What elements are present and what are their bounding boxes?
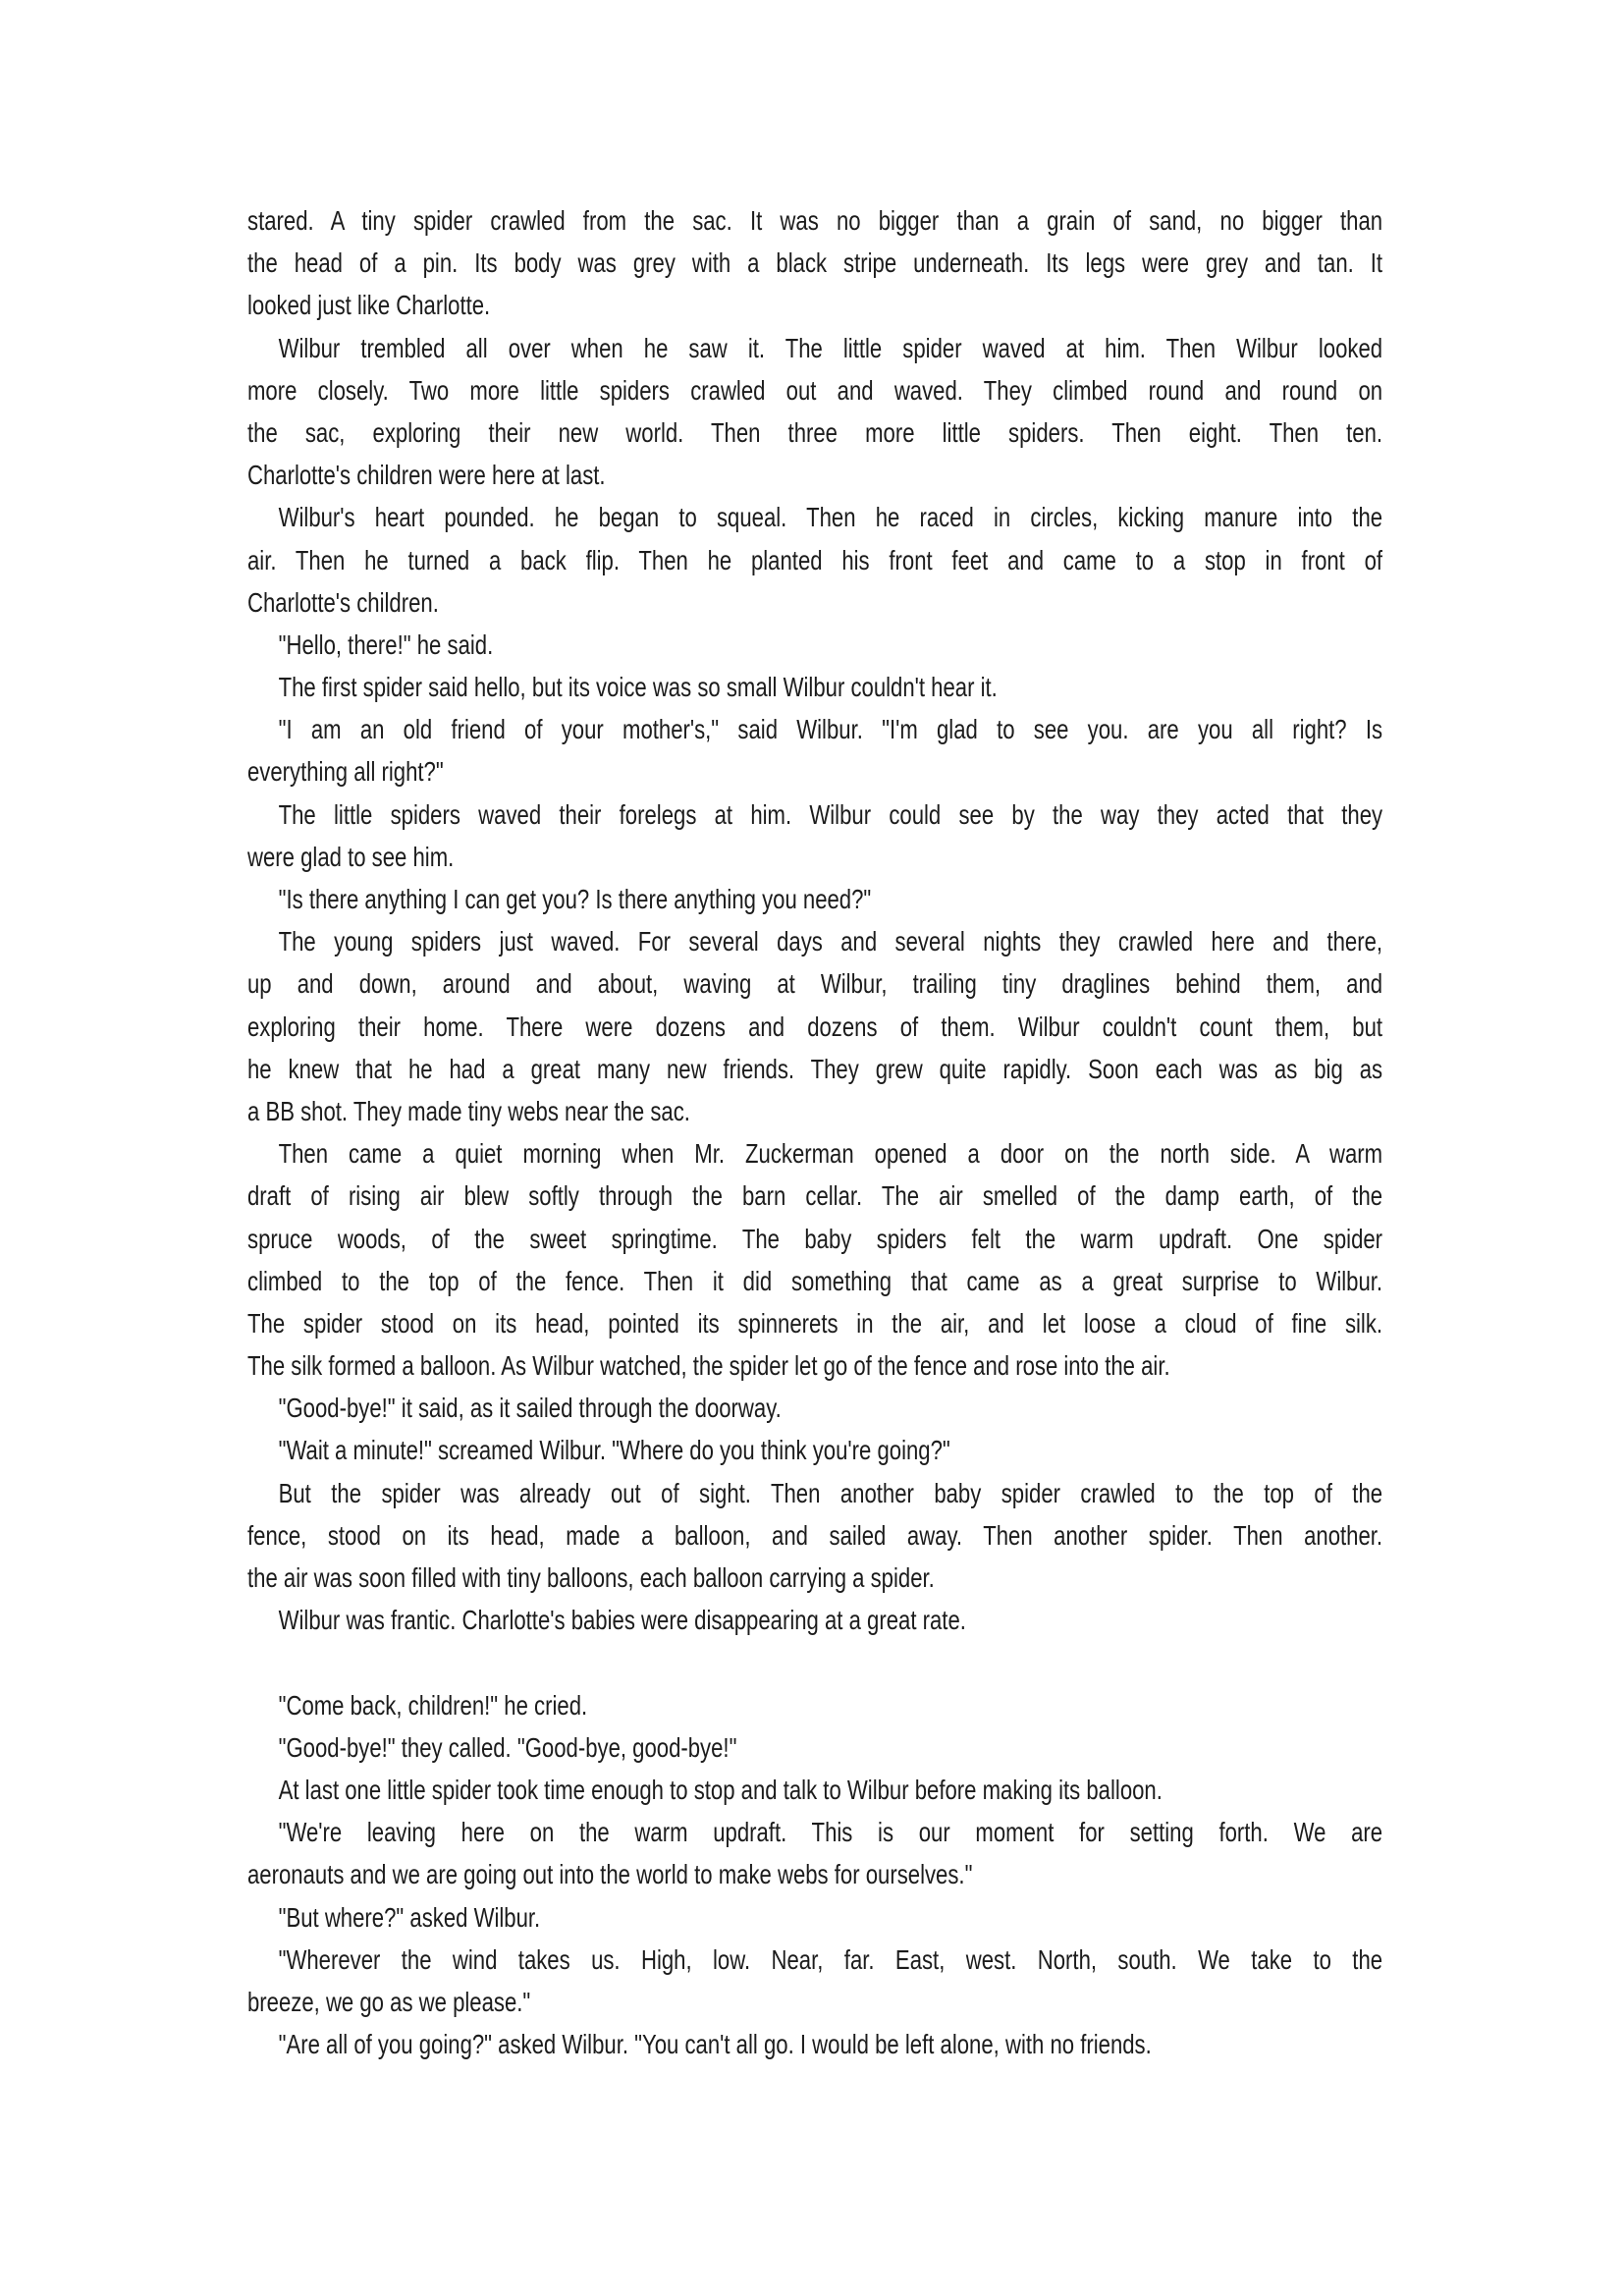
text-line: Wilbur's heart pounded. he began to squeal. Then he raced in circles, kicking manure into the — [278, 502, 1383, 533]
text-line: the head of a pin. Its body was grey with a black stripe underneath. Its legs were grey and tan. It — [247, 247, 1383, 279]
text-line: he knew that he had a great many new friends. They grew quite rapidly. Soon each was as big as — [247, 1053, 1383, 1084]
text-line: aeronauts and we are going out into the world to make webs for ourselves." — [247, 1859, 973, 1890]
text-line: exploring their home. There were dozens and dozens of them. Wilbur couldn't count them, but — [247, 1011, 1383, 1042]
text-line: a BB shot. They made tiny webs near the sac. — [247, 1095, 690, 1126]
text-line: breeze, we go as we please." — [247, 1986, 531, 2017]
text-line: Then came a quiet morning when Mr. Zuckerman opened a door on the north side. A warm — [278, 1138, 1383, 1170]
text-line: The first spider said hello, but its voice was so small Wilbur couldn't hear it. — [278, 672, 998, 703]
text-line: stared. A tiny spider crawled from the sac. It was no bigger than a grain of sand, no bigger than — [247, 205, 1383, 236]
text-line: "But where?" asked Wilbur. — [278, 1901, 541, 1933]
text-line: looked just like Charlotte. — [247, 290, 491, 321]
text-line: air. Then he turned a back flip. Then he planted his front feet and came to a stop in front of — [247, 544, 1383, 575]
text-line: climbed to the top of the fence. Then it did something that came as a great surprise to Wilbur. — [247, 1265, 1383, 1296]
text-line: "Hello, there!" he said. — [278, 629, 494, 660]
text-line: "Wait a minute!" screamed Wilbur. "Where do you think you're going?" — [278, 1435, 950, 1466]
text-line: "I am an old friend of your mother's," said Wilbur. "I'm glad to see you. are you all right? Is — [278, 714, 1383, 745]
text-column — [247, 199, 1382, 2065]
text-line: Wilbur trembled all over when he saw it. The little spider waved at him. Then Wilbur looked — [278, 332, 1383, 363]
text-line: the sac, exploring their new world. Then three more little spiders. Then eight. Then ten. — [247, 416, 1383, 448]
text-line: Charlotte's children were here at last. — [247, 460, 606, 491]
text-line: more closely. Two more little spiders crawled out and waved. They climbed round and round on — [247, 374, 1383, 406]
text-line: spruce woods, of the sweet springtime. The baby spiders felt the warm updraft. One spider — [247, 1223, 1383, 1254]
text-line: The little spiders waved their forelegs at him. Wilbur could see by the way they acted that they — [278, 798, 1383, 830]
text-line: "Come back, children!" he cried. — [278, 1689, 588, 1721]
text-line: The spider stood on its head, pointed its spinnerets in the air, and let loose a cloud of fine silk. — [247, 1307, 1383, 1339]
text-line: "Wherever the wind takes us. High, low. Near, far. East, west. North, south. We take to the — [278, 1943, 1383, 1975]
text-line: "Good-bye!" they called. "Good-bye, good-bye!" — [278, 1731, 737, 1763]
text-line: "Is there anything I can get you? Is there anything you need?" — [278, 884, 872, 914]
text-line: the air was soon filled with tiny balloons, each balloon carrying a spider. — [247, 1562, 935, 1593]
text-line: At last one little spider took time enough to stop and talk to Wilbur before making its balloon. — [278, 1774, 1163, 1805]
text-line: Charlotte's children. — [247, 586, 439, 618]
text-line: fence, stood on its head, made a balloon, and sailed away. Then another spider. Then another. — [247, 1519, 1383, 1551]
text-line: Wilbur was frantic. Charlotte's babies were disappearing at a great rate. — [278, 1605, 966, 1636]
text-line: "Good-bye!" it said, as it sailed through the doorway. — [278, 1393, 782, 1424]
text-line: But the spider was already out of sight. Then another baby spider crawled to the top of the — [278, 1477, 1383, 1508]
text-line: "We're leaving here on the warm updraft. This is our moment for setting forth. We are — [278, 1817, 1383, 1848]
text-line: up and down, around and about, waving at Wilbur, trailing tiny draglines behind them, and — [247, 968, 1383, 1000]
text-line: were glad to see him. — [247, 841, 455, 872]
blank-line — [247, 1641, 1382, 1683]
text-line: everything all right?" — [247, 756, 444, 788]
text-line: The young spiders just waved. For several days and several nights they crawled here and there, — [278, 926, 1383, 957]
text-line: "Are all of you going?" asked Wilbur. "You can't all go. I would be left alone, with no friends. — [278, 2029, 1152, 2060]
text-line: The silk formed a balloon. As Wilbur watched, the spider let go of the fence and rose into the air. — [247, 1350, 1170, 1382]
text-line: draft of rising air blew softly through the barn cellar. The air smelled of the damp earth, of the — [247, 1180, 1383, 1212]
